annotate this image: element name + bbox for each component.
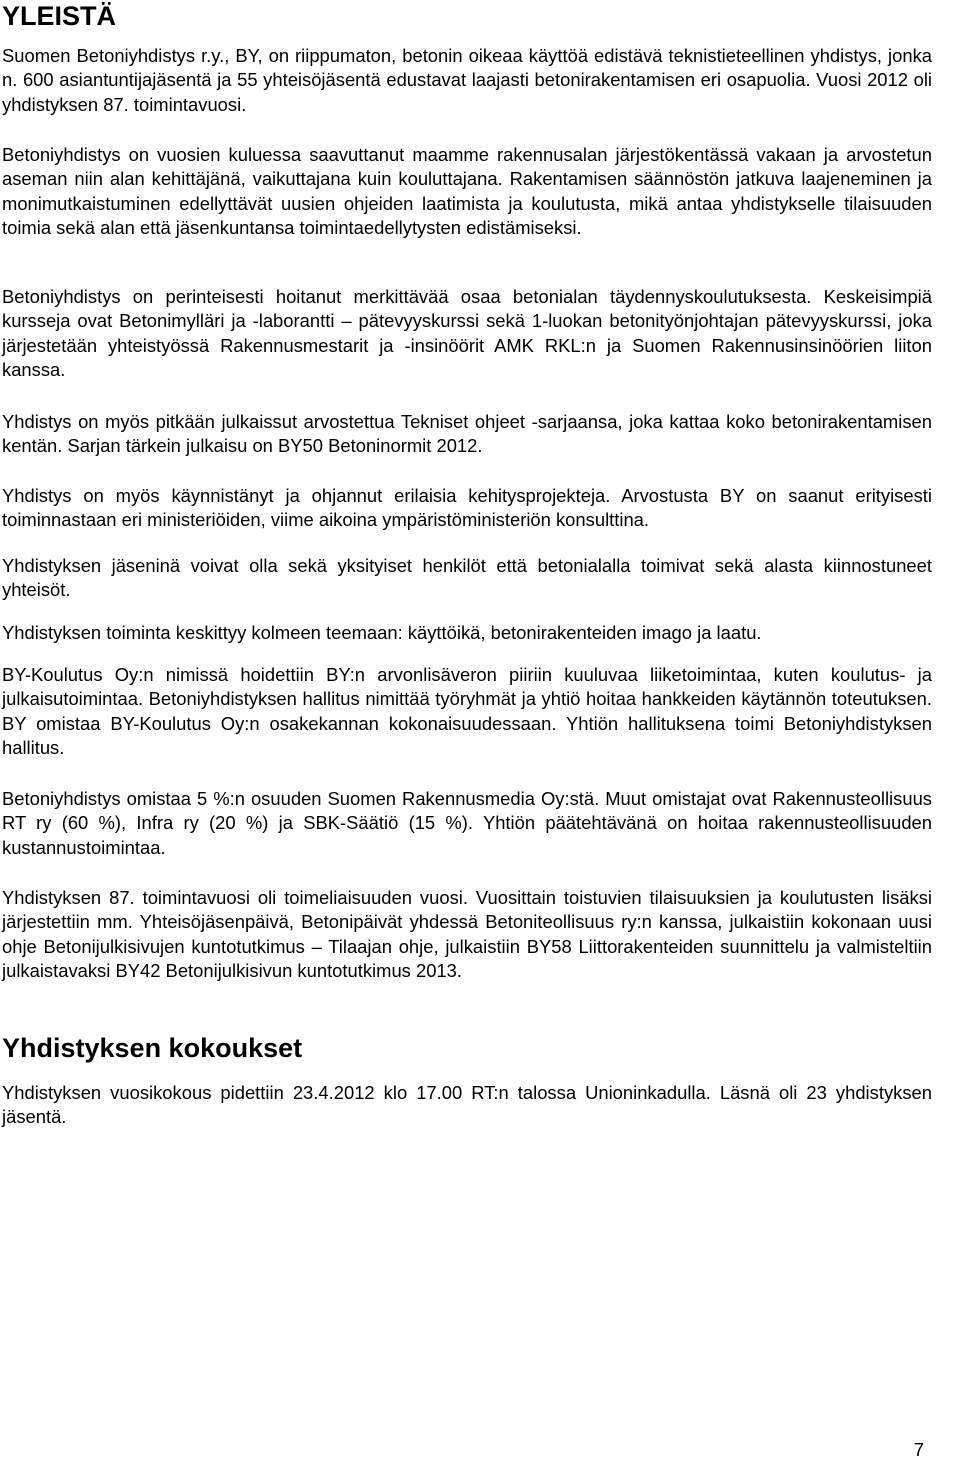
paragraph-themes: Yhdistyksen toiminta keskittyy kolmeen teemaan: käyttöikä, betonirakenteiden imago ja laatu. (2, 622, 762, 643)
paragraph-members: Yhdistyksen jäseninä voivat olla sekä yksityiset henkilöt että betonialalla toimivat sekä alasta kiinnostuneet yhteisöt. (2, 555, 932, 601)
paragraph-training: Betoniyhdistys on perinteisesti hoitanut merkittävää osaa betonialan täydennyskoulutuksesta. Keskeisimpiä kursseja ovat Betonimylläri ja -laborantti – pätevyyskurssi sekä 1-luokan betonityönjohtajan pätevyyskurssi, joka järjestetään yhteistyössä Rakennusmestarit ja -insinöörit AMK RKL:n ja Suomen Rakennusinsinöörien liiton kanssa. (2, 286, 932, 381)
paragraph-publications: Yhdistys on myös pitkään julkaissut arvostettua Tekniset ohjeet -sarjaansa, joka kattaa koko betonirakentamisen kentän. Sarjan tärkein julkaisu on BY50 Betoninormit 2012. (2, 411, 932, 457)
paragraph-activities: Yhdistyksen 87. toimintavuosi oli toimeliaisuuden vuosi. Vuosittain toistuvien tilaisuuksien ja koulutusten lisäksi järjestettiin mm. Yhteisöjäsenpäivä, Betonipäivät yhdessä Betoniteollisuus ry:n kanssa, julkaistiin kokonaan uusi ohje Betonijulkisivujen kuntotutkimus – Tilaajan ohje, julkaistiin BY58 Liittorakenteiden suunnittelu ja valmisteltiin julkaistavaksi BY42 Betonijulkisivun kuntotutkimus 2013. (2, 887, 932, 982)
paragraph-company: BY-Koulutus Oy:n nimissä hoidettiin BY:n arvonlisäveron piiriin kuuluvaa liiketoimintaa, kuten koulutus- ja julkaisutoimintaa. Betoniyhdistyksen hallitus nimittää työryhmät ja yhtiö hoitaa hankkeiden käytännön toteutuksen. BY omistaa BY-Koulutus Oy:n osakekannan kokonaisuudessaan. Yhtiön hallituksena toimi Betoniyhdistyksen hallitus. (2, 664, 932, 759)
paragraph-meeting: Yhdistyksen vuosikokous pidettiin 23.4.2012 klo 17.00 RT:n talossa Unioninkadulla. Läsnä oli 23 yhdistyksen jäsentä. (2, 1082, 932, 1128)
paragraph-intro: Suomen Betoniyhdistys r.y., BY, on riippumaton, betonin oikeaa käyttöä edistävä teknistieteellinen yhdistys, jonka n. 600 asiantuntijajäsentä ja 55 yhteisöjäsentä edustavat laajasti betonirakentamisen eri osapuolia. Vuosi 2012 oli yhdistyksen 87. toimintavuosi. (2, 45, 932, 115)
page-number: 7 (913, 1439, 924, 1460)
subsection-heading: Yhdistyksen kokoukset (2, 1033, 303, 1063)
section-heading: YLEISTÄ (2, 1, 117, 31)
paragraph-reputation: Betoniyhdistys on vuosien kuluessa saavuttanut maamme rakennusalan järjestökentässä vakaan ja arvostetun aseman niin alan kehittäjänä, vaikuttajana kuin kouluttajana. Rakentamisen säännöstön jatkuva laajeneminen ja monimutkaistuminen edellyttävät uusien ohjeiden laatimista ja koulutusta, mikä antaa yhdistykselle tilaisuuden toimia sekä alan että jäsenkuntansa toimintaedellytysten edistämiseksi. (2, 144, 932, 239)
paragraph-ownership: Betoniyhdistys omistaa 5 %:n osuuden Suomen Rakennusmedia Oy:stä. Muut omistajat ovat Rakennusteollisuus RT ry (60 %), Infra ry (20 %) ja SBK-Säätiö (15 %). Yhtiön päätehtävänä on hoitaa rakennusteollisuuden kustannustoimintaa. (2, 788, 932, 858)
paragraph-projects: Yhdistys on myös käynnistänyt ja ohjannut erilaisia kehitysprojekteja. Arvostusta BY on saanut erityisesti toiminnastaan eri ministeriöiden, viime aikoina ympäristöministeriön konsulttina. (2, 485, 932, 531)
